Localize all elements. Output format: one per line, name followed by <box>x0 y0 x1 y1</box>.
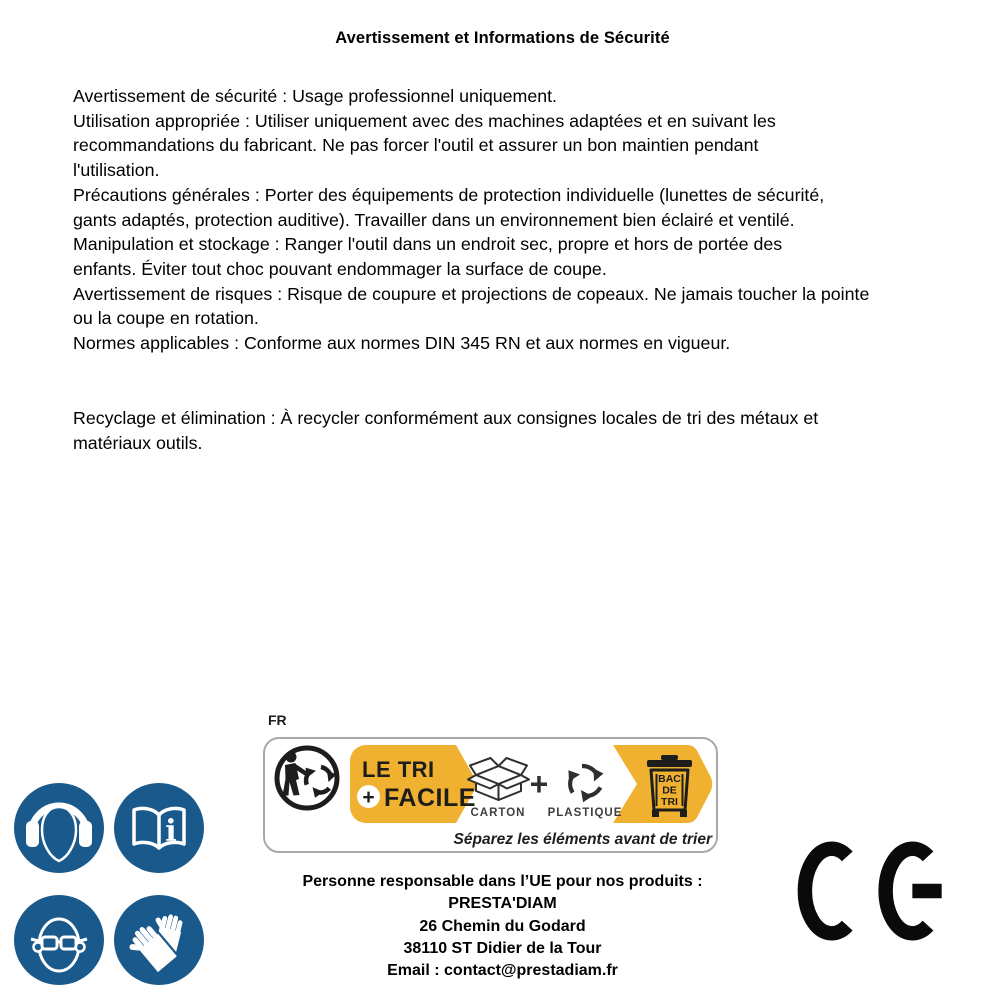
country-code-label: FR <box>268 712 287 728</box>
body-line: Précautions générales : Porter des équipements de protection individuelle (lunettes de sécurité, <box>73 184 825 205</box>
recycling-text-block <box>73 406 993 455</box>
body-line: Recyclage et élimination : À recycler conformément aux consignes locales de tri des métaux et <box>73 408 819 428</box>
sorting-info-label <box>263 737 718 853</box>
bin-text-line: TRI <box>661 796 678 808</box>
body-line: Avertissement de sécurité : Usage professionnel uniquement. <box>73 86 557 106</box>
address-line: 26 Chemin du Godard <box>419 917 586 935</box>
sorting-label-graphic <box>263 737 718 853</box>
headline-bottom-text: FACILE <box>384 784 476 812</box>
read-instruction-manual-icon <box>114 783 204 873</box>
bin-text-line: DE <box>662 784 677 797</box>
body-line: matériaux outils. <box>73 432 203 453</box>
safety-text-block <box>73 84 993 356</box>
body-line: gants adaptés, protection auditive). Travailler dans un environnement bien éclairé et ventilé. <box>73 209 795 230</box>
bin-text-line: BAC <box>658 773 681 785</box>
body-line: enfants. Éviter tout choc pouvant endommager la surface de coupe. <box>73 258 607 279</box>
body-line: Utilisation appropriée : Utiliser uniquement avec des machines adaptées et en suivant les <box>73 110 776 131</box>
body-line: Normes applicables : Conforme aux normes DIN 345 RN et aux normes en vigueur. <box>73 333 731 354</box>
address-line: PRESTA'DIAM <box>448 895 557 913</box>
triman-icon <box>277 748 337 808</box>
plastic-recycling-icon <box>562 766 604 806</box>
page-title: Avertissement et Informations de Sécurité <box>335 29 670 47</box>
sorting-note-text: Séparez les éléments avant de trier <box>453 831 712 848</box>
address-line: 38110 ST Didier de la Tour <box>403 939 602 957</box>
svg-text:i: i <box>165 814 177 849</box>
headline-top-text: LE TRI <box>362 757 435 782</box>
body-line: recommandations du fabricant. Ne pas forcer l'outil et assurer un bon maintien pendant <box>73 135 759 156</box>
address-line: Personne responsable dans l’UE pour nos produits : <box>302 873 703 890</box>
material-plastique-label: PLASTIQUE <box>547 807 623 819</box>
body-line: l'utilisation. <box>73 160 160 181</box>
carton-box-icon <box>468 758 529 800</box>
wear-ear-protection-icon <box>14 783 104 873</box>
body-line: ou la coupe en rotation. <box>73 308 259 329</box>
address-line: Email : contact@prestadiam.fr <box>387 962 618 980</box>
separator-plus-text: + <box>529 766 549 802</box>
body-line: Avertissement de risques : Risque de coupure et projections de copeaux. Ne jamais toucher la pointe <box>73 283 870 304</box>
plus-sign-text: + <box>362 786 375 809</box>
ce-marking <box>797 838 946 944</box>
body-line: Manipulation et stockage : Ranger l'outil dans un endroit sec, propre et hors de portée des <box>73 234 783 255</box>
material-carton-label: CARTON <box>470 807 526 819</box>
